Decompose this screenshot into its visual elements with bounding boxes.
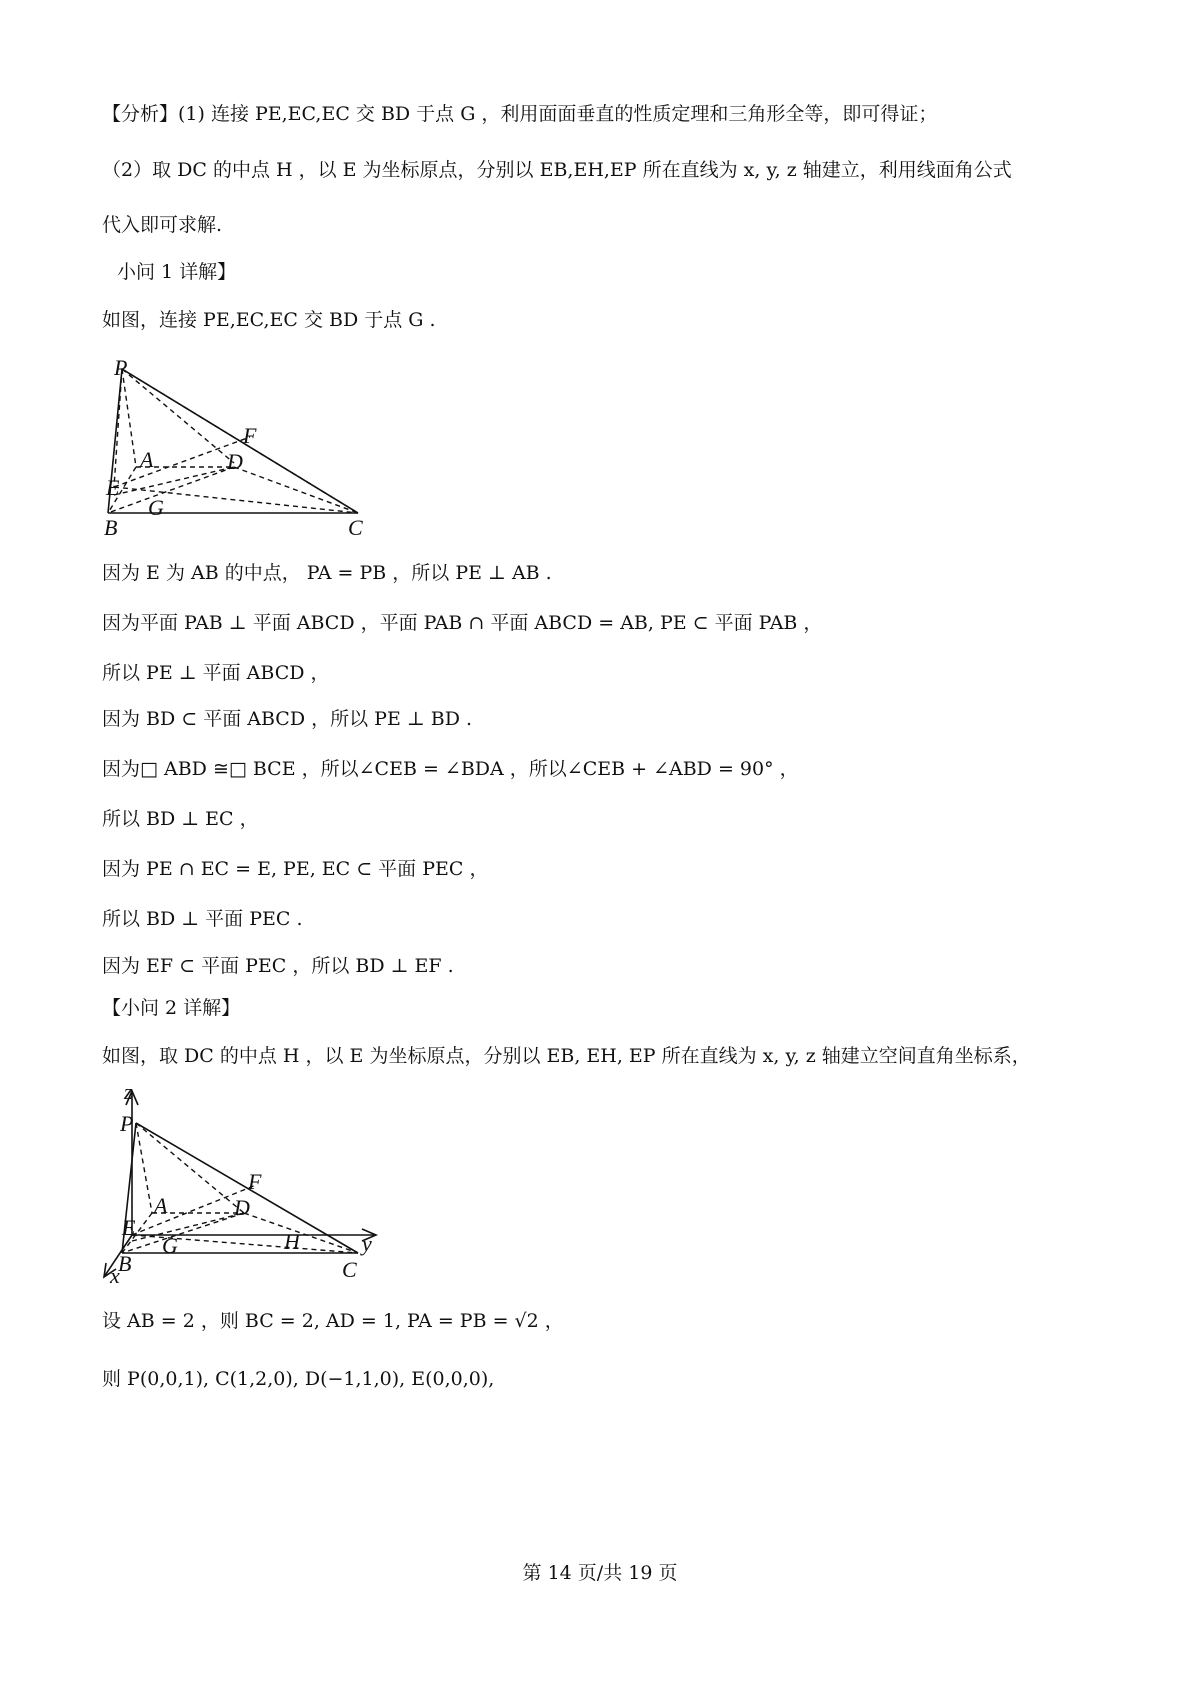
label-y: y [362,1231,372,1256]
analysis-line-3: 代入即可求解. [102,214,223,236]
proof-line-9: 因为 EF ⊂ 平面 PEC ，所以 BD ⊥ EF . [102,955,454,977]
proof-line-2: 因为平面 PAB ⊥ 平面 ABCD ，平面 PAB ∩ 平面 ABCD = AB, PE ⊂ 平面 PAB ， [102,612,823,634]
label-F2: F [248,1169,262,1194]
subquestion-2-heading: 【小问 2 详解】 [102,997,241,1019]
analysis-line-1: 【分析】(1) 连接 PE,EC,EC 交 BD 于点 G ，利用面面垂直的性质定理和三角形全等，即可得证； [102,103,938,125]
subquestion-1-intro: 如图，连接 PE,EC,EC 交 BD 于点 G . [102,309,436,331]
proof-line-6: 所以 BD ⊥ EC ， [102,808,259,830]
proof-line-8: 所以 BD ⊥ 平面 PEC . [102,908,303,930]
figure-coordinate-system [96,1085,396,1285]
figure-pyramid-1 [100,355,380,545]
proof-line-5: 因为□ ABD ≅□ BCE ，所以∠CEB = ∠BDA ，所以∠CEB + ∠ABD = 90° ， [102,758,799,780]
label-A2: A [154,1193,168,1218]
label-D2: D [234,1195,250,1220]
label-F: F [243,423,257,448]
proof-line-4: 因为 BD ⊂ 平面 ABCD ，所以 PE ⊥ BD . [102,708,473,730]
label-P: P [114,355,128,380]
subquestion-1-heading: 小问 1 详解】 [117,261,237,283]
proof-line-7: 因为 PE ∩ EC = E, PE, EC ⊂ 平面 PEC ， [102,858,489,880]
label-A: A [140,447,154,472]
label-B2: B [118,1251,132,1276]
label-z: z [124,1085,133,1104]
label-B: B [104,515,118,540]
label-x: x [110,1263,120,1285]
label-P2: P [120,1111,134,1136]
calc-line-2: 则 P(0,0,1), C(1,2,0), D(−1,1,0), E(0,0,0), [102,1368,495,1390]
subquestion-2-intro: 如图，取 DC 的中点 H ，以 E 为坐标原点，分别以 EB, EH, EP 所在直线为 x, y, z 轴建立空间直角坐标系， [102,1045,1031,1067]
proof-line-1: 因为 E 为 AB 的中点， PA = PB ，所以 PE ⊥ AB . [102,562,552,584]
label-G2: G [162,1233,178,1258]
proof-line-3: 所以 PE ⊥ 平面 ABCD ， [102,662,330,684]
label-D: D [227,449,243,474]
label-C2: C [342,1257,357,1282]
calc-line-1: 设 AB = 2 ，则 BC = 2, AD = 1, PA = PB = √2 ， [102,1310,564,1332]
label-H: H [284,1229,300,1254]
label-C: C [348,515,363,540]
analysis-line-2: （2）取 DC 的中点 H ，以 E 为坐标原点，分别以 EB,EH,EP 所在直线为 x, y, z 轴建立，利用线面角公式 [102,159,1012,181]
page-footer: 第 14 页/共 19 页 [522,1562,678,1584]
label-E: E [106,475,120,500]
label-G: G [148,495,164,520]
label-E2: E [122,1215,136,1240]
